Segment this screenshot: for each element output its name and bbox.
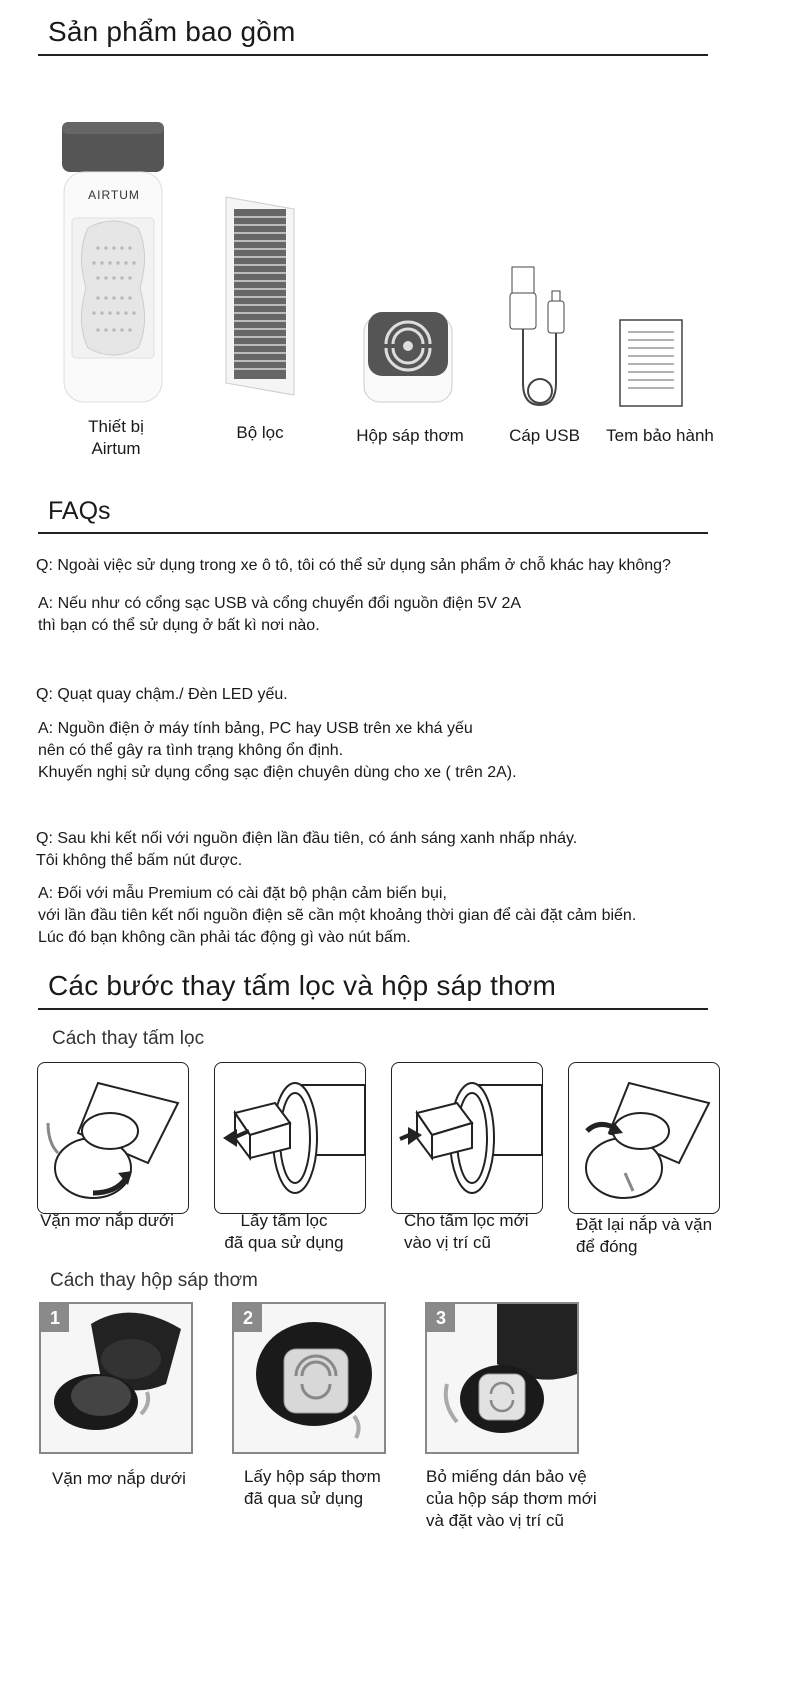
section-divider [38,532,708,534]
product-label: Tem bảo hành [606,426,714,445]
step-number-badge: 1 [41,1304,69,1332]
wax-step-label: Vặn mơ nắp dưới [52,1469,186,1488]
filter-steps-title: Cách thay tấm lọc [52,1028,205,1049]
filter-step-label: Lấy tấm lọc đã qua sử dụng [224,1211,344,1252]
warranty-card-image [618,318,686,410]
step-number-badge: 2 [234,1304,262,1332]
filter-image [222,195,302,405]
wax-steps-title: Cách thay hộp sáp thơm [50,1270,258,1291]
steps-title: Các bước thay tấm lọc và hộp sáp thơm [48,970,556,1001]
wax-step-label: Bỏ miếng dán bảo vệ của hộp sáp thơm mới và đặt vào vị trí cũ [426,1467,597,1530]
filter-step-1-image [37,1062,189,1214]
filter-step-3-image [391,1062,543,1214]
product-label: Cáp USB [509,426,580,445]
wax-step-label: Lấy hộp sáp thơm đã qua sử dụng [244,1467,381,1508]
filter-step-4-image [568,1062,720,1214]
product-label: Thiết bị Airtum [88,417,144,458]
filter-step-label: Vặn mơ nắp dưới [40,1211,174,1230]
faq-answer: A: Nguồn điện ở máy tính bảng, PC hay USB trên xe khá yếu nên có thể gây ra tình trạng không ổn định. Khuyến nghị sử dụng cổng sạc điện chuyên dùng cho xe ( trên 2A). [38,720,517,781]
filter-step-2-image [214,1062,366,1214]
faq-question: Q: Ngoài việc sử dụng trong xe ô tô, tôi có thể sử dụng sản phẩm ở chỗ khác hay không? [36,557,671,574]
faq-answer: A: Đối với mẫu Premium có cài đặt bộ phận cảm biến bụi, với lần đầu tiên kết nối nguồn điện sẽ cần một khoảng thời gian để cài đặt cảm biến. Lúc đó bạn không cần phải tác động gì vào nút bấm. [38,885,637,946]
wax-step-2-photo [232,1302,386,1454]
brand-logo: AIRTUM [88,188,140,202]
usb-cable-image [500,265,580,415]
section-divider [38,1008,708,1010]
airtum-device-image [58,118,170,408]
faqs-title: FAQs [48,497,111,525]
faq-answer: A: Nếu như có cổng sạc USB và cổng chuyển đổi nguồn điện 5V 2A thì bạn có thể sử dụng ở bất kì nơi nào. [38,595,522,634]
step-number-badge: 3 [427,1304,455,1332]
product-label: Bộ lọc [236,423,284,442]
product-label: Hộp sáp thơm [356,426,464,445]
faq-question: Q: Quạt quay chậm./ Đèn LED yếu. [36,686,288,703]
filter-step-label: Cho tấm lọc mới vào vị trí cũ [404,1211,529,1252]
wax-box-image [358,306,458,406]
wax-step-3-photo [425,1302,579,1454]
wax-step-1-photo [39,1302,193,1454]
products-title: Sản phẩm bao gồm [48,16,296,47]
filter-step-label: Đặt lại nắp và vặn để đóng [576,1215,713,1256]
faq-question: Q: Sau khi kết nối với nguồn điện lần đầu tiên, có ánh sáng xanh nhấp nháy. Tôi không thể bấm nút được. [36,830,578,869]
section-divider [38,54,708,56]
